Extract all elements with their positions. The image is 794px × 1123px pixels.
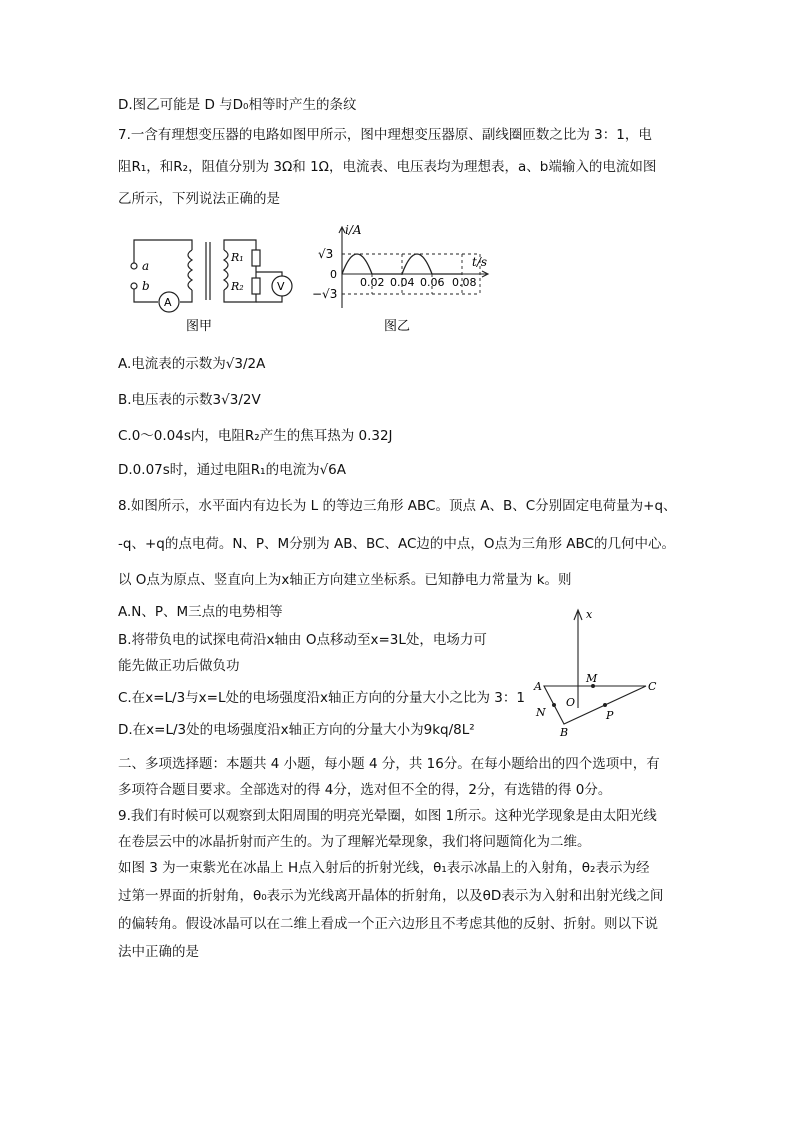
svg-text:0.08: 0.08 xyxy=(452,276,477,289)
svg-text:t/s: t/s xyxy=(472,255,488,269)
resistor-r2 xyxy=(252,278,260,294)
svg-text:P: P xyxy=(606,709,614,722)
svg-text:M: M xyxy=(586,672,598,685)
svg-text:N: N xyxy=(536,706,546,719)
triangle-abc xyxy=(544,686,646,724)
q9-line-6: 法中正确的是 xyxy=(118,944,199,960)
fig-yi-caption: 图乙 xyxy=(384,319,411,334)
svg-text:V: V xyxy=(277,280,285,293)
svg-text:C: C xyxy=(648,680,657,693)
svg-text:0.04: 0.04 xyxy=(390,276,415,289)
section2-line-2: 多项符合题目要求。全部选对的得 4分，选对但不全的得，2分，有选错的得 0分。 xyxy=(118,782,612,798)
q7-option-d: D.0.07s时，通过电阻R₁的电流为√6A xyxy=(118,462,346,478)
q8-option-b-line-1: B.将带负电的试探电荷沿x轴由 O点移动至x=3L处，电场力可 xyxy=(118,632,487,648)
q7-figure-yi xyxy=(312,222,502,338)
q7-stem-line-3: 乙所示，下列说法正确的是 xyxy=(118,191,280,207)
q7-option-b: B.电压表的示数3√3/2V xyxy=(118,392,261,408)
svg-text:A: A xyxy=(164,296,172,309)
fig-jia-caption: 图甲 xyxy=(186,319,213,334)
q7-option-a: A.电流表的示数为√3/2A xyxy=(118,356,266,372)
svg-text:A: A xyxy=(534,680,542,693)
terminal-a xyxy=(131,263,137,269)
q9-line-3: 如图 3 为一束紫光在冰晶上 H点入射后的折射光线，θ₁表示冰晶上的入射角，θ₂表示为经 xyxy=(118,860,650,876)
svg-text:O: O xyxy=(566,696,576,709)
svg-text:b: b xyxy=(142,279,150,293)
q7-option-c: C.0～0.04s内，电阻R₂产生的焦耳热为 0.32J xyxy=(118,428,393,444)
q8-option-b-line-2: 能先做正功后做负功 xyxy=(118,658,240,674)
q8-option-c: C.在x=L/3与x=L处的电场强度沿x轴正方向的分量大小之比为 3：1 xyxy=(118,690,525,706)
q8-stem-line-2: -q、+q的点电荷。N、P、M分别为 AB、BC、AC边的中点，O点为三角形 ABC的几何中心。 xyxy=(118,536,675,552)
svg-text:i/A: i/A xyxy=(345,223,362,237)
q9-line-5: 的偏转角。假设冰晶可以在二维上看成一个正六边形且不考虑其他的反射、折射。则以下说 xyxy=(118,916,658,932)
svg-text:x: x xyxy=(586,608,593,621)
q7-figure-jia xyxy=(124,228,314,336)
q7-stem-line-1: 7.一含有理想变压器的电路如图甲所示，图中理想变压器原、副线圈匝数之比为 3：1，电 xyxy=(118,127,652,143)
resistor-r1 xyxy=(252,250,260,266)
q7-stem-line-2: 阻R₁，和R₂，阻值分别为 3Ω和 1Ω，电流表、电压表均为理想表，a、b端输入的电流如图 xyxy=(118,159,657,175)
q9-line-1: 9.我们有时候可以观察到太阳周围的明亮光晕圈，如图 1所示。这种光学现象是由太阳光线 xyxy=(118,808,657,824)
q8-stem-line-3: 以 O点为原点、竖直向上为x轴正方向建立坐标系。已知静电力常量为 k。则 xyxy=(118,572,572,588)
terminal-b xyxy=(131,283,137,289)
q9-line-4: 过第一界面的折射角，θ₀表示为光线离开晶体的折射角，以及θD表示为入射和出射光线之间 xyxy=(118,888,664,904)
q9-line-2: 在卷层云中的冰晶折射而产生的。为了理解光晕现象，我们将问题简化为二维。 xyxy=(118,834,591,850)
svg-text:0: 0 xyxy=(330,268,337,281)
svg-text:0.06: 0.06 xyxy=(420,276,445,289)
q6-option-d: D.图乙可能是 D 与D₀相等时产生的条纹 xyxy=(118,97,357,113)
q8-figure-triangle xyxy=(522,604,672,740)
svg-text:0.02: 0.02 xyxy=(360,276,385,289)
svg-text:B: B xyxy=(560,726,569,739)
svg-text:a: a xyxy=(142,259,150,273)
q8-option-a: A.N、P、M三点的电势相等 xyxy=(118,604,283,620)
svg-text:R₂: R₂ xyxy=(231,280,244,293)
svg-text:R₁: R₁ xyxy=(231,251,244,264)
q8-stem-line-1: 8.如图所示，水平面内有边长为 L 的等边三角形 ABC。顶点 A、B、C分别固定电荷量为+q、 xyxy=(118,498,677,514)
svg-text:−√3: −√3 xyxy=(312,287,338,301)
q8-option-d: D.在x=L/3处的电场强度沿x轴正方向的分量大小为9kq/8L² xyxy=(118,722,475,738)
svg-text:√3: √3 xyxy=(318,247,334,261)
section2-line-1: 二、多项选择题：本题共 4 小题，每小题 4 分，共 16分。在每小题给出的四个选项中，有 xyxy=(118,756,660,772)
